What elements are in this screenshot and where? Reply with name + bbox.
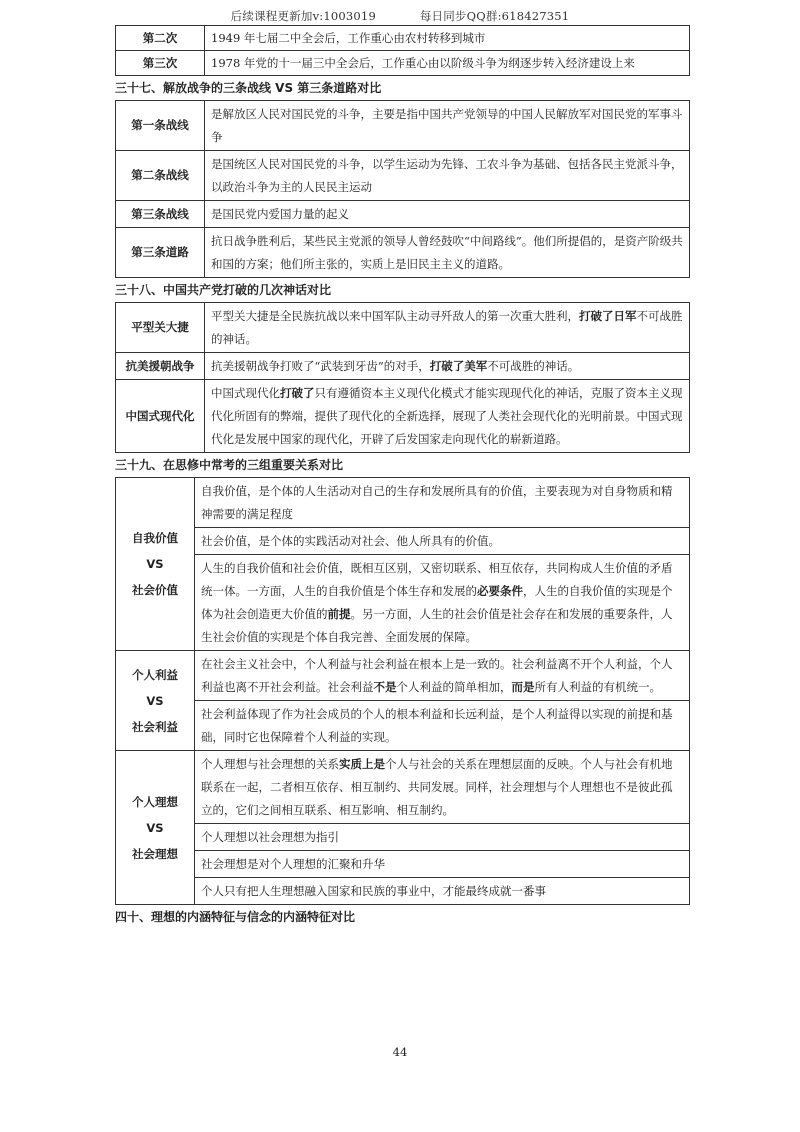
row-text: 个人理想以社会理想为指引: [195, 824, 690, 851]
table-row: [116, 380, 690, 453]
group-label-value: [116, 478, 195, 651]
row-text: 是国统区人民对国民党的斗争，以学生运动为先锋、工农斗争为基础、包括各民主党派斗争，以政治斗争为主的人民民主运动: [205, 151, 690, 201]
text-run: 中国式现代化: [211, 386, 280, 400]
text-run: 。另一方面，人生的社会价值是社会存在和发展的重要条件，人生社会价值的实现是个体自我完善、全面发展的保障。: [201, 607, 673, 644]
bold-text: 打破了美军: [429, 359, 488, 373]
section-37-title: 三十七、解放战争的三条战线 VS 第三条道路对比: [115, 81, 382, 95]
label-personal-interest: 个人利益: [132, 667, 178, 682]
row-text: [195, 751, 690, 824]
section-40-title: 四十、理想的内涵特征与信念的内涵特征对比: [115, 910, 356, 924]
text-run: 人生的自我价值和社会价值，既相互区别，又密切联系、相互依存，共同构成人生价值的矛盾统一体。一方面，人生的自我价值是个体生存和发展的: [201, 561, 673, 598]
work-focus-table: [115, 25, 690, 76]
bold-text: 打破了日军: [579, 309, 637, 323]
row-text: 社会理想是对个人理想的汇聚和升华: [195, 851, 690, 878]
table-row: [116, 151, 690, 201]
table-row: [116, 478, 690, 528]
group-label-interest: [116, 651, 195, 751]
row-text: [195, 555, 690, 651]
label-social-value: 社会价值: [132, 583, 178, 597]
row-label: 第二次: [116, 26, 205, 51]
page-content: [115, 25, 690, 929]
bold-text: 前提: [327, 607, 351, 621]
row-label: 平型关大捷: [116, 303, 205, 353]
table-row: [116, 824, 690, 851]
label-social-ideal: 社会理想: [132, 846, 178, 861]
table-row: [116, 851, 690, 878]
table-row: [116, 228, 690, 278]
section-37-table: [115, 100, 690, 278]
bold-text: 必要条件: [477, 584, 523, 598]
text-run: 不可战胜的神话。: [487, 359, 580, 373]
table-row: [116, 353, 690, 380]
label-vs: VS: [146, 693, 164, 708]
bold-text: 而是: [511, 680, 535, 694]
header-qq-group: 每日同步QQ群:618427351: [419, 9, 570, 23]
header-course-update: 后续课程更新加v:1003019: [230, 9, 376, 23]
group-label-ideal: [116, 751, 195, 905]
row-text: [195, 651, 690, 701]
text-run: 所有人利益的有机统一。: [534, 680, 661, 694]
table-row: [116, 51, 690, 76]
row-label: 中国式现代化: [116, 380, 205, 453]
row-text: 社会利益体现了作为社会成员的个人的根本利益和长远利益，是个人利益得以实现的前提和基础，同时它也保障着个人利益的实现。: [195, 701, 690, 751]
row-label: 第二条战线: [116, 151, 205, 201]
table-row: [116, 878, 690, 905]
table-row: [116, 26, 690, 51]
row-label: 抗美援朝战争: [116, 353, 205, 380]
row-text: 自我价值，是个体的人生活动对自己的生存和发展所具有的价值，主要表现为对自身物质和精神需要的满足程度: [195, 478, 690, 528]
text-run: 只有遵循资本主义现代化模式才能实现现代化的神话，克服了资本主义现代化所固有的弊端，提供了现代化的全新选择，展现了人类社会现代化的光明前景。中国式现代化是发展中国家的现代化，开辟了后发国家走向现代化的崭新道路。: [211, 386, 683, 446]
row-text: 是国民党内爱国力量的起义: [205, 201, 690, 228]
text-run: 个人与社会的关系在理想层面的反映。个人与社会有机地联系在一起，二者相互依存、相互制约、共同发展。同样，社会理想与个人理想也不是彼此孤立的，它们之间相互联系、相互影响、相互制约。: [201, 757, 673, 817]
page-number: 44: [392, 1045, 408, 1059]
text-run: 个人理想与社会理想的关系: [201, 757, 339, 771]
table-row: [116, 555, 690, 651]
row-label: 第三条战线: [116, 201, 205, 228]
bold-text: 不是: [373, 680, 397, 694]
section-38-title: 三十八、中国共产党打破的几次神话对比: [115, 283, 332, 297]
row-text: 是解放区人民对国民党的斗争，主要是指中国共产党领导的中国人民解放军对国民党的军事斗争: [205, 101, 690, 151]
row-text: [205, 353, 690, 380]
section-39-table: [115, 477, 690, 905]
table-row: [116, 303, 690, 353]
label-vs: VS: [146, 820, 164, 835]
row-text: [205, 380, 690, 453]
label-social-interest: 社会利益: [132, 719, 178, 734]
table-row: [116, 751, 690, 824]
row-label: 第三条道路: [116, 228, 205, 278]
text-run: 不可战胜的神话。: [211, 309, 683, 346]
label-self-value: 自我价值: [132, 531, 178, 545]
page-header: [0, 8, 800, 24]
bold-text: 打破了: [280, 386, 315, 400]
text-run: 在社会主义社会中，个人利益与社会利益在根本上是一致的。社会利益离不开个人利益，个人利益也离不开社会利益。社会利益: [201, 657, 673, 694]
label-vs: VS: [146, 557, 164, 571]
text-run: 抗美援朝战争打败了“武装到牙齿”的对手，: [211, 359, 430, 373]
table-row: [116, 528, 690, 555]
table-row: [116, 651, 690, 701]
row-text: 抗日战争胜利后，某些民主党派的领导人曾经鼓吹“中间路线”。他们所提倡的，是资产阶级共和国的方案；他们所主张的，实质上是旧民主主义的道路。: [205, 228, 690, 278]
text-run: 个人利益的简单相加，: [396, 680, 512, 694]
table-row: [116, 201, 690, 228]
table-row: [116, 101, 690, 151]
row-label: 第一条战线: [116, 101, 205, 151]
table-row: [116, 701, 690, 751]
text-run: 平型关大捷是全民族抗战以来中国军队主动寻歼敌人的第一次重大胜利，: [211, 309, 579, 323]
row-text: 社会价值，是个体的实践活动对社会、他人所具有的价值。: [195, 528, 690, 555]
row-label: 第三次: [116, 51, 205, 76]
row-text: 1978 年党的十一届三中全会后，工作重心由以阶级斗争为纲逐步转入经济建设上来: [205, 51, 690, 76]
row-text: 1949 年七届二中全会后，工作重心由农村转移到城市: [205, 26, 690, 51]
label-personal-ideal: 个人理想: [132, 794, 178, 809]
text-run: ，人生的自我价值的实现是个体为社会创造更大价值的: [201, 584, 673, 621]
bold-text: 实质上是: [339, 757, 385, 771]
section-39-title: 三十九、在思修中常考的三组重要关系对比: [115, 458, 344, 472]
row-text: [205, 303, 690, 353]
section-38-table: [115, 302, 690, 453]
row-text: 个人只有把人生理想融入国家和民族的事业中，才能最终成就一番事: [195, 878, 690, 905]
